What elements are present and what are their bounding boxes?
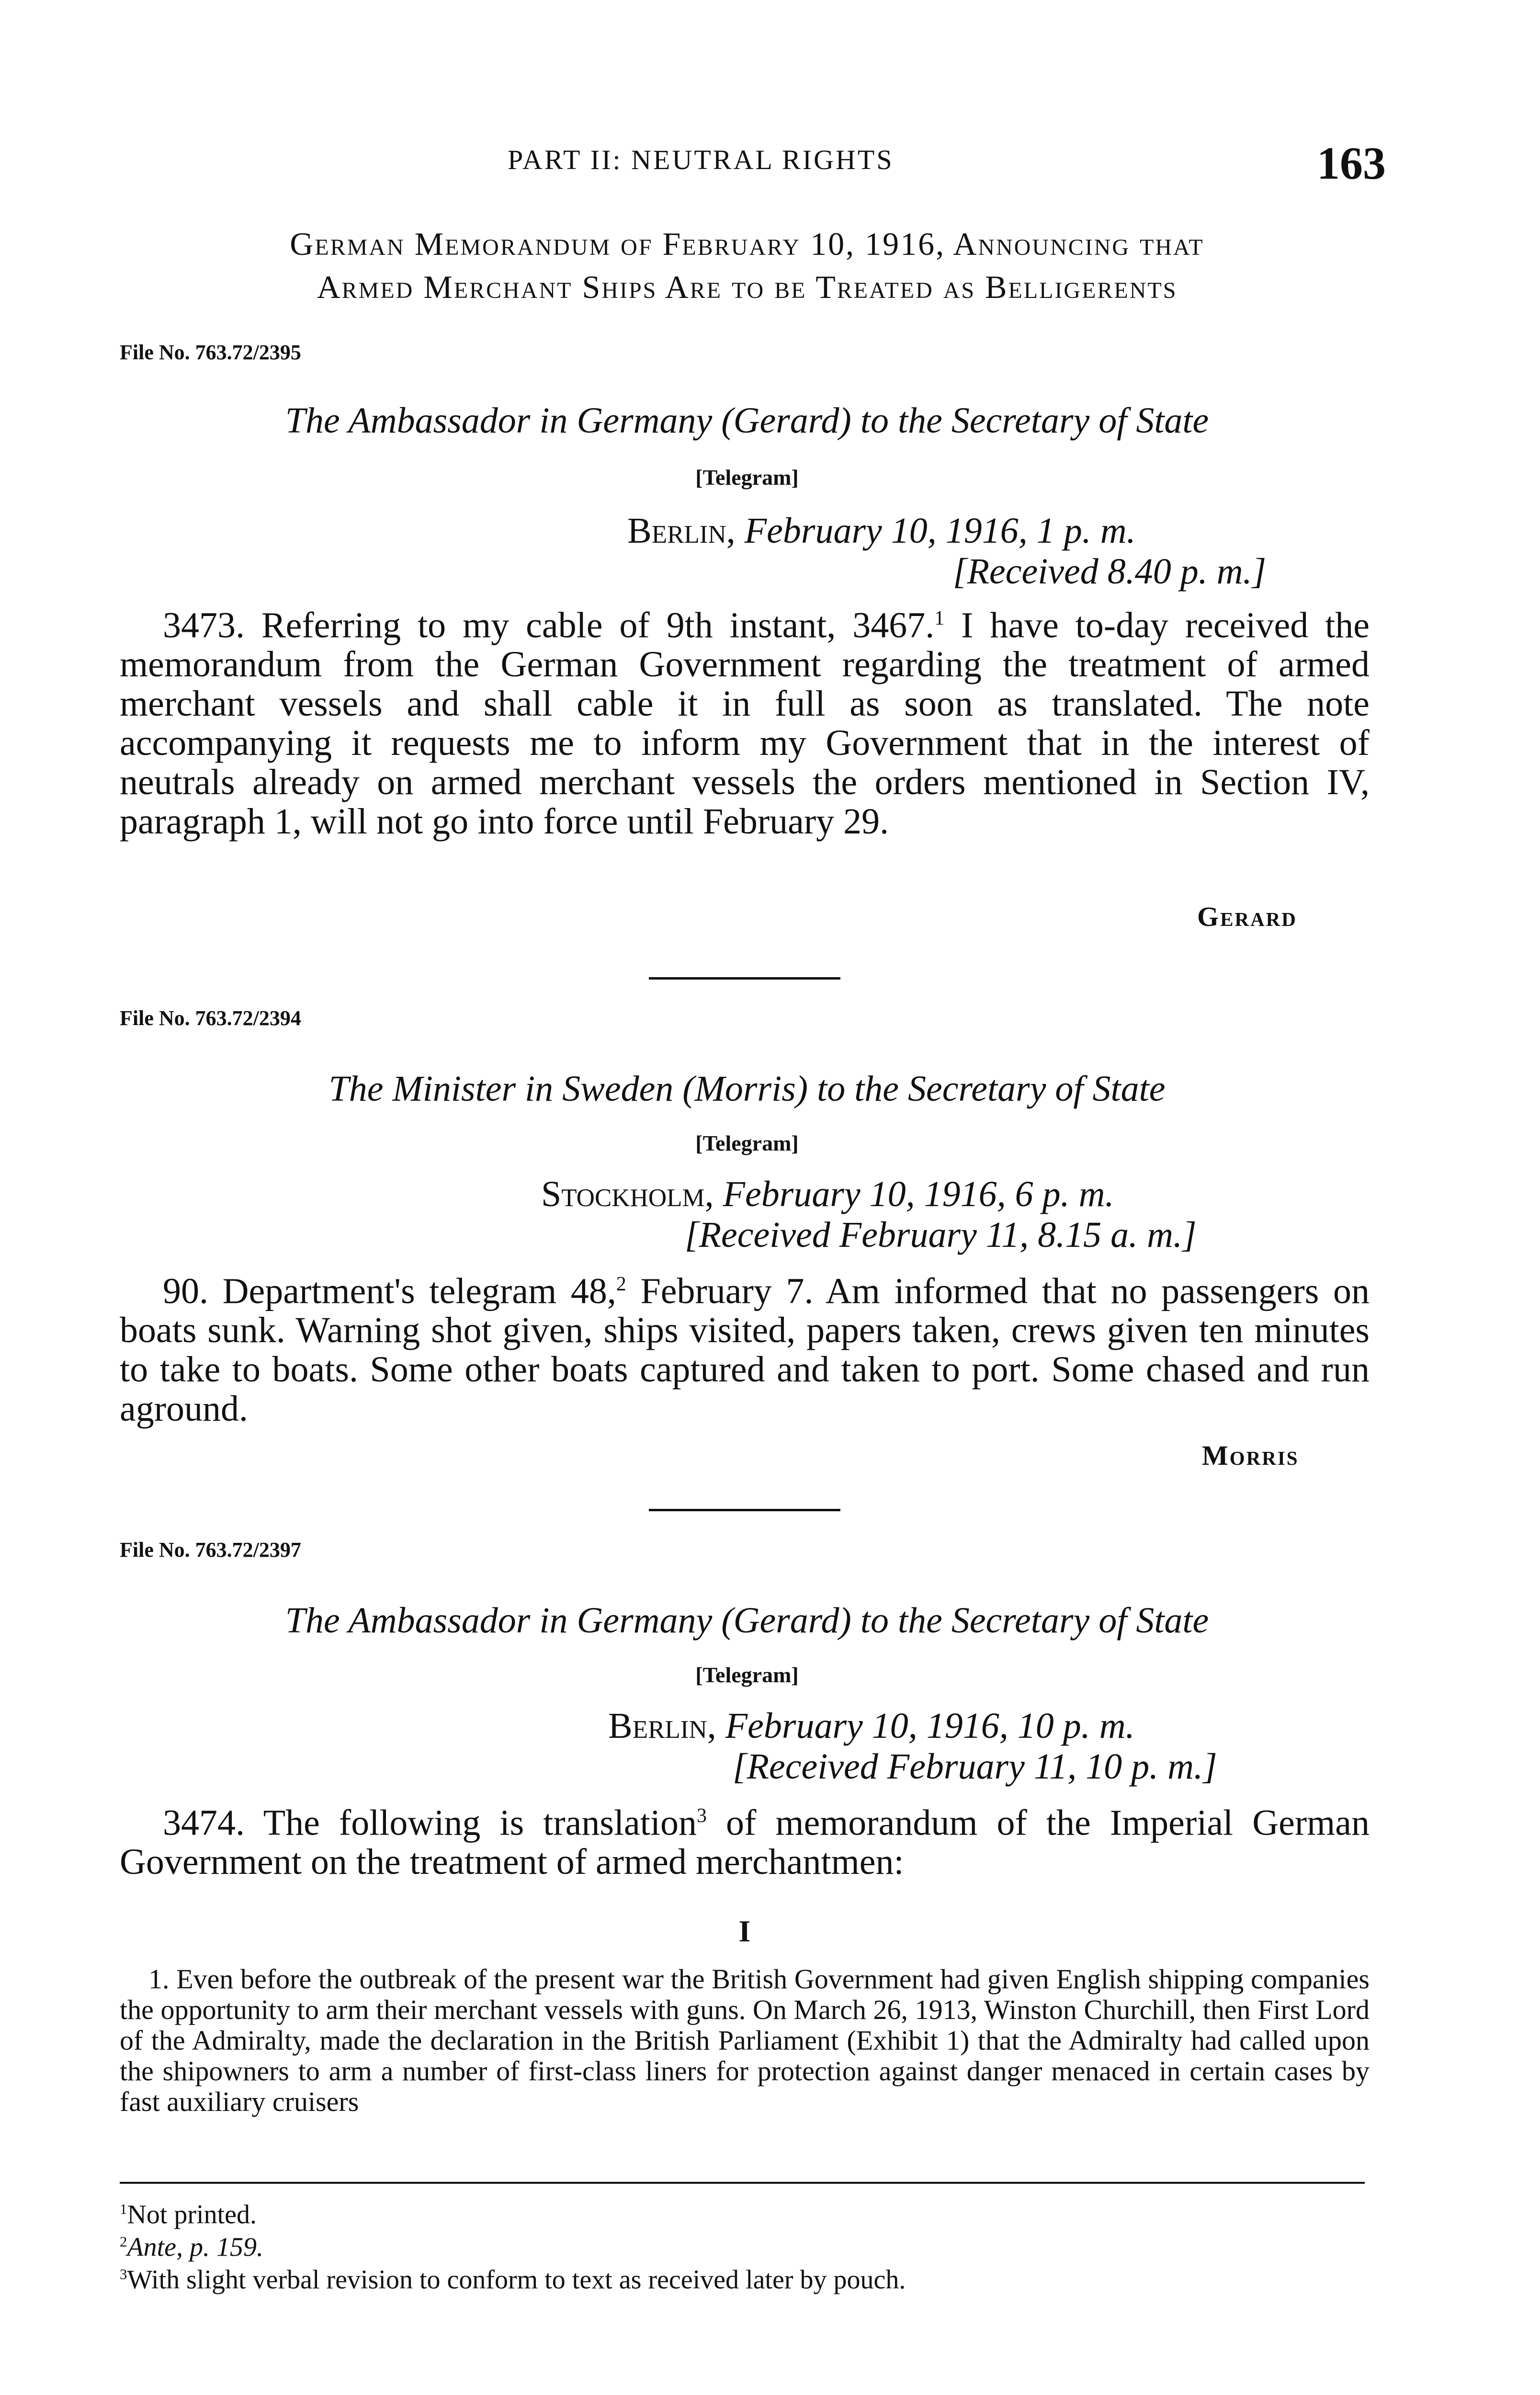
footnote bbox=[120, 2259, 906, 2295]
file-number: File No. 763.72/2394 bbox=[120, 1006, 301, 1030]
footnote-mark: 3 bbox=[120, 2266, 127, 2282]
file-number: File No. 763.72/2397 bbox=[120, 1538, 301, 1562]
file-number: File No. 763.72/2395 bbox=[120, 341, 301, 364]
footnote bbox=[120, 2226, 263, 2263]
paragraph-text: Referring to my cable of 9th instant, 3467. bbox=[261, 605, 935, 646]
received-line: [Received February 11, 8.15 a. m.] bbox=[685, 1215, 1197, 1255]
body-paragraph bbox=[120, 1265, 1370, 1428]
footnote bbox=[120, 2194, 257, 2230]
paragraph-text: of memorandum of the Imperial German Government on the treatment of armed merchantmen: bbox=[120, 1802, 1370, 1882]
body-paragraph bbox=[120, 599, 1370, 841]
running-title: PART II: NEUTRAL RIGHTS bbox=[508, 144, 894, 175]
dateline-place: Berlin, bbox=[627, 511, 736, 551]
paragraph-text: The following is translation bbox=[263, 1802, 697, 1843]
footnote-text: Not printed. bbox=[127, 2200, 257, 2230]
dateline-place: Berlin, bbox=[608, 1706, 716, 1746]
dateline-date: February 10, 1916, 6 p. m. bbox=[723, 1174, 1114, 1214]
divider-rule bbox=[649, 977, 840, 980]
paragraph-text: I have to-day received the memorandum from the German Government regarding the treatment of armed merchant vessels and shall cable it in full as soon as translated. The note accompanying it requests me to inform my Government that in the interest of neutrals already on armed merchant vessels the orders mentioned in Section IV, paragraph 1, will not go into force until February 29. bbox=[120, 605, 1370, 842]
footnote-text: Ante, p. 159. bbox=[127, 2232, 264, 2262]
footnote-text: With slight verbal revision to conform to text as received later by pouch. bbox=[127, 2265, 906, 2295]
signature: Gerard bbox=[1197, 901, 1297, 932]
paragraph-text: February 7. Am informed that no passengers on boats sunk. Warning shot given, ships visited, papers taken, crews given ten minutes to take to boats. Some other boats captured and taken to port. Some chased and run aground. bbox=[120, 1271, 1370, 1429]
footnote-mark: 2 bbox=[120, 2234, 127, 2250]
dateline bbox=[627, 510, 1136, 552]
letter-title: The Minister in Sweden (Morris) to the Secretary of State bbox=[328, 1069, 1166, 1109]
body-paragraph bbox=[120, 1796, 1370, 1882]
paragraph-number: 3474. bbox=[163, 1802, 245, 1843]
dateline-place: Stockholm, bbox=[541, 1174, 714, 1214]
paragraph-text: Department's telegram 48, bbox=[222, 1271, 616, 1312]
paragraph-number: 90. bbox=[163, 1271, 208, 1312]
footnote-ref: 1 bbox=[934, 607, 945, 629]
footnote-ref: 3 bbox=[697, 1805, 707, 1827]
footnote-ref: 2 bbox=[616, 1273, 626, 1295]
dateline bbox=[541, 1174, 1114, 1215]
page-number: 163 bbox=[1317, 137, 1386, 189]
letter-title: The Ambassador in Germany (Gerard) to the Secretary of State bbox=[285, 1600, 1209, 1641]
paragraph-number: 3473. bbox=[163, 605, 245, 646]
footnote-mark: 1 bbox=[120, 2201, 127, 2217]
signature: Morris bbox=[1202, 1440, 1299, 1471]
section-heading-line1: German Memorandum of February 10, 1916, Announcing that bbox=[290, 226, 1204, 262]
received-line: [Received February 11, 10 p. m.] bbox=[733, 1746, 1217, 1787]
section-numeral: I bbox=[738, 1914, 751, 1948]
memorandum-paragraph: 1. Even before the outbreak of the present war the British Government had given English shipping companies the opportunity to arm their merchant vessels with guns. On March 26, 1913, Winston Churchill, then First Lord of the Admiralty, made the declaration in the British Parliament (Exhibit 1) that the Admiralty had called upon the shipowners to arm a number of first-class liners for protection against danger menaced in certain cases by fast auxiliary cruisers bbox=[120, 1963, 1370, 2117]
telegram-tag: [Telegram] bbox=[695, 465, 799, 490]
dateline-date: February 10, 1916, 10 p. m. bbox=[725, 1706, 1135, 1746]
telegram-tag: [Telegram] bbox=[695, 1663, 799, 1687]
received-line: [Received 8.40 p. m.] bbox=[953, 551, 1267, 592]
dateline-date: February 10, 1916, 1 p. m. bbox=[744, 511, 1136, 551]
footnote-rule bbox=[120, 2182, 1365, 2184]
section-heading-line2: Armed Merchant Ships Are to be Treated as Belligerents bbox=[317, 269, 1178, 305]
dateline bbox=[608, 1705, 1135, 1747]
letter-title: The Ambassador in Germany (Gerard) to the Secretary of State bbox=[285, 400, 1209, 441]
divider-rule bbox=[649, 1509, 840, 1511]
telegram-tag: [Telegram] bbox=[695, 1131, 799, 1155]
